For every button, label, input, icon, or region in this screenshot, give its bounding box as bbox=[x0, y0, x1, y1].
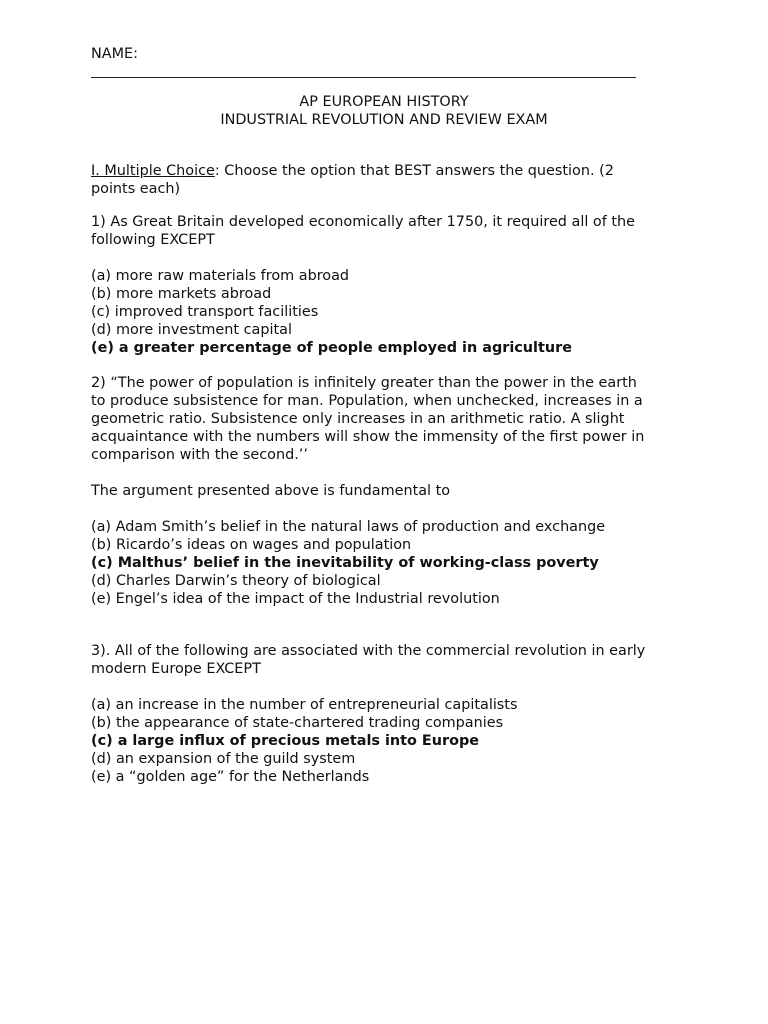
stem-line: 2) “The power of population is infinitely greater than the power in the earth bbox=[91, 375, 637, 391]
option-b: (b) more markets abroad bbox=[91, 286, 272, 302]
option-d: (d) more investment capital bbox=[91, 322, 292, 338]
stem-line: acquaintance with the numbers will show the immensity of the first power in bbox=[91, 429, 645, 445]
option-d: (d) an expansion of the guild system bbox=[91, 751, 356, 767]
question-2-stem bbox=[91, 374, 681, 464]
stem-line: to produce subsistence for man. Population, when unchecked, increases in a bbox=[91, 393, 643, 409]
question-3-options bbox=[91, 696, 681, 786]
section-instructions bbox=[91, 162, 681, 198]
question-3-stem bbox=[91, 642, 681, 678]
prompt-text: The argument presented above is fundamental to bbox=[91, 483, 451, 499]
stem-line: following EXCEPT bbox=[91, 232, 215, 248]
option-b: (b) the appearance of state-chartered trading companies bbox=[91, 715, 504, 731]
option-d: (d) Charles Darwin’s theory of biological bbox=[91, 573, 381, 589]
exam-title: INDUSTRIAL REVOLUTION AND REVIEW EXAM bbox=[220, 112, 548, 128]
question-2-prompt bbox=[91, 482, 681, 500]
option-b: (b) Ricardo’s ideas on wages and population bbox=[91, 537, 412, 553]
stem-line: 3). All of the following are associated with the commercial revolution in early bbox=[91, 643, 646, 659]
option-a: (a) Adam Smith’s belief in the natural laws of production and exchange bbox=[91, 519, 606, 535]
option-c-correct: (c) a large influx of precious metals into Europe bbox=[91, 733, 480, 749]
name-underline bbox=[91, 77, 636, 78]
option-e-correct: (e) a greater percentage of people employed in agriculture bbox=[91, 340, 572, 356]
instructions-text-cont: points each) bbox=[91, 181, 181, 197]
question-1-stem bbox=[91, 213, 681, 249]
course-title: AP EUROPEAN HISTORY bbox=[299, 94, 469, 110]
stem-line: 1) As Great Britain developed economically after 1750, it required all of the bbox=[91, 214, 635, 230]
name-label: NAME: bbox=[91, 46, 138, 62]
option-a: (a) more raw materials from abroad bbox=[91, 268, 350, 284]
stem-line: modern Europe EXCEPT bbox=[91, 661, 261, 677]
option-c: (c) improved transport facilities bbox=[91, 304, 319, 320]
stem-line: comparison with the second.’’ bbox=[91, 447, 308, 463]
section-heading: I. Multiple Choice bbox=[91, 163, 215, 179]
question-2-options bbox=[91, 518, 681, 608]
instructions-text: : Choose the option that BEST answers the question. (2 bbox=[214, 163, 614, 179]
option-a: (a) an increase in the number of entrepreneurial capitalists bbox=[91, 697, 518, 713]
question-1-options bbox=[91, 267, 681, 357]
option-e: (e) a “golden age” for the Netherlands bbox=[91, 769, 370, 785]
option-c-correct: (c) Malthus’ belief in the inevitability of working-class poverty bbox=[91, 555, 599, 571]
option-e: (e) Engel’s idea of the impact of the Industrial revolution bbox=[91, 591, 500, 607]
stem-line: geometric ratio. Subsistence only increases in an arithmetic ratio. A slight bbox=[91, 411, 625, 427]
